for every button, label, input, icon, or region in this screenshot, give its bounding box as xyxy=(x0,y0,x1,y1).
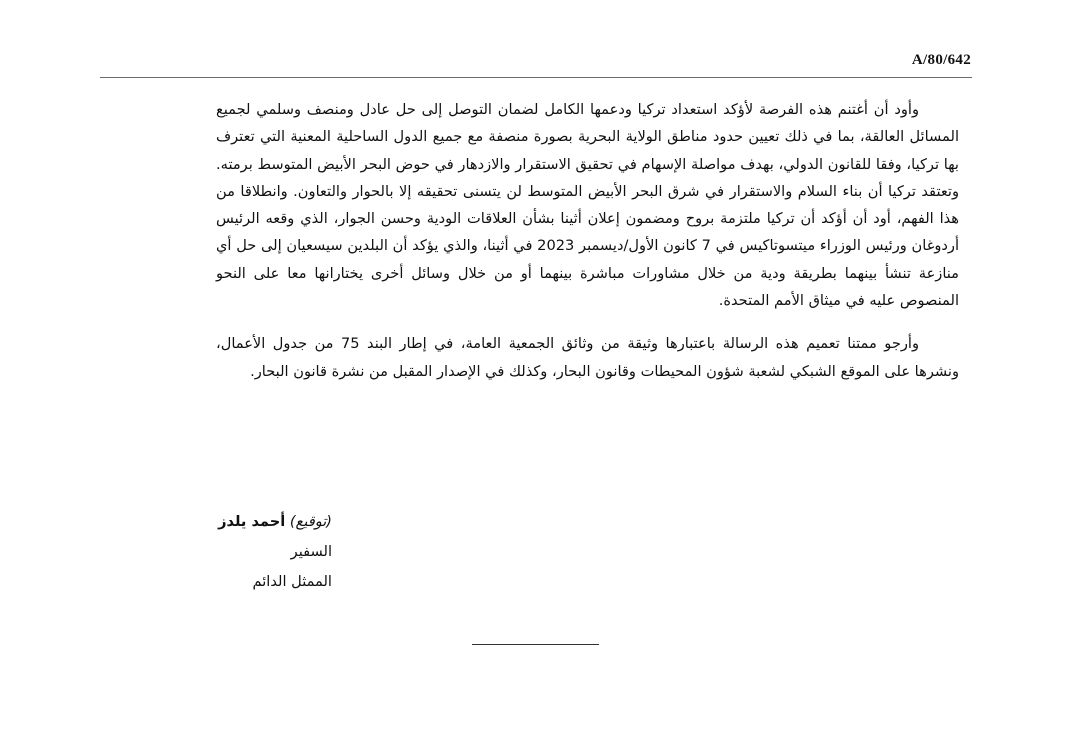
paragraph-1: وأود أن أغتنم هذه الفرصة لأؤكد استعداد تركيا ودعمها الكامل لضمان التوصل إلى حل عادل ومنصف وسلمي لجميع المسائل العالقة، بما في ذلك تعيين حدود مناطق الولاية البحرية بصورة منصفة مع جميع الدول الساحلية المعنية التي تعترف بها تركيا، وفقا للقانون الدولي، بهدف مواصلة الإسهام في تحقيق الاستقرار والازدهار في حوض البحر الأبيض المتوسط برمته. وتعتقد تركيا أن بناء السلام والاستقرار في شرق البحر الأبيض المتوسط لن يتسنى تحقيقه إلا بالحوار والتعاون. وانطلاقا من هذا الفهم، أود أن أؤكد أن تركيا ملتزمة بروح ومضمون إعلان أثينا بشأن العلاقات الودية وحسن الجوار، الذي وقعه الرئيس أردوغان ورئيس الوزراء ميتسوتاكيس في 7 كانون الأول/ديسمبر 2023 في أثينا، والذي يؤكد أن البلدين سيسعيان إلى حل أي منازعة تنشأ بينهما بطريقة ودية من خلال مشاورات مباشرة بينهما أو من خلال وسائل أخرى يختارانها معا على النحو المنصوص عليه في ميثاق الأمم المتحدة. xyxy=(216,101,959,310)
paragraph-2: وأرجو ممتنا تعميم هذه الرسالة باعتبارها وثيقة من وثائق الجمعية العامة، في إطار البند 75 من جدول الأعمال، ونشرها على الموقع الشبكي لشعبة شؤون المحيطات وقانون البحار، وكذلك في الإصدار المقبل من نشرة قانون البحار. xyxy=(216,335,959,380)
letter-body xyxy=(216,96,959,385)
signatory-role: الممثل الدائم xyxy=(252,573,332,590)
document-symbol: A/80/642 xyxy=(911,52,971,68)
footer-divider xyxy=(472,644,599,645)
signature-line xyxy=(218,507,332,537)
signature-block xyxy=(218,507,332,597)
signatory-name: أحمد يلدز xyxy=(218,513,286,530)
signature-mark: (توقيع) xyxy=(289,513,332,530)
header-divider xyxy=(100,77,972,78)
signatory-title: السفير xyxy=(290,543,332,560)
